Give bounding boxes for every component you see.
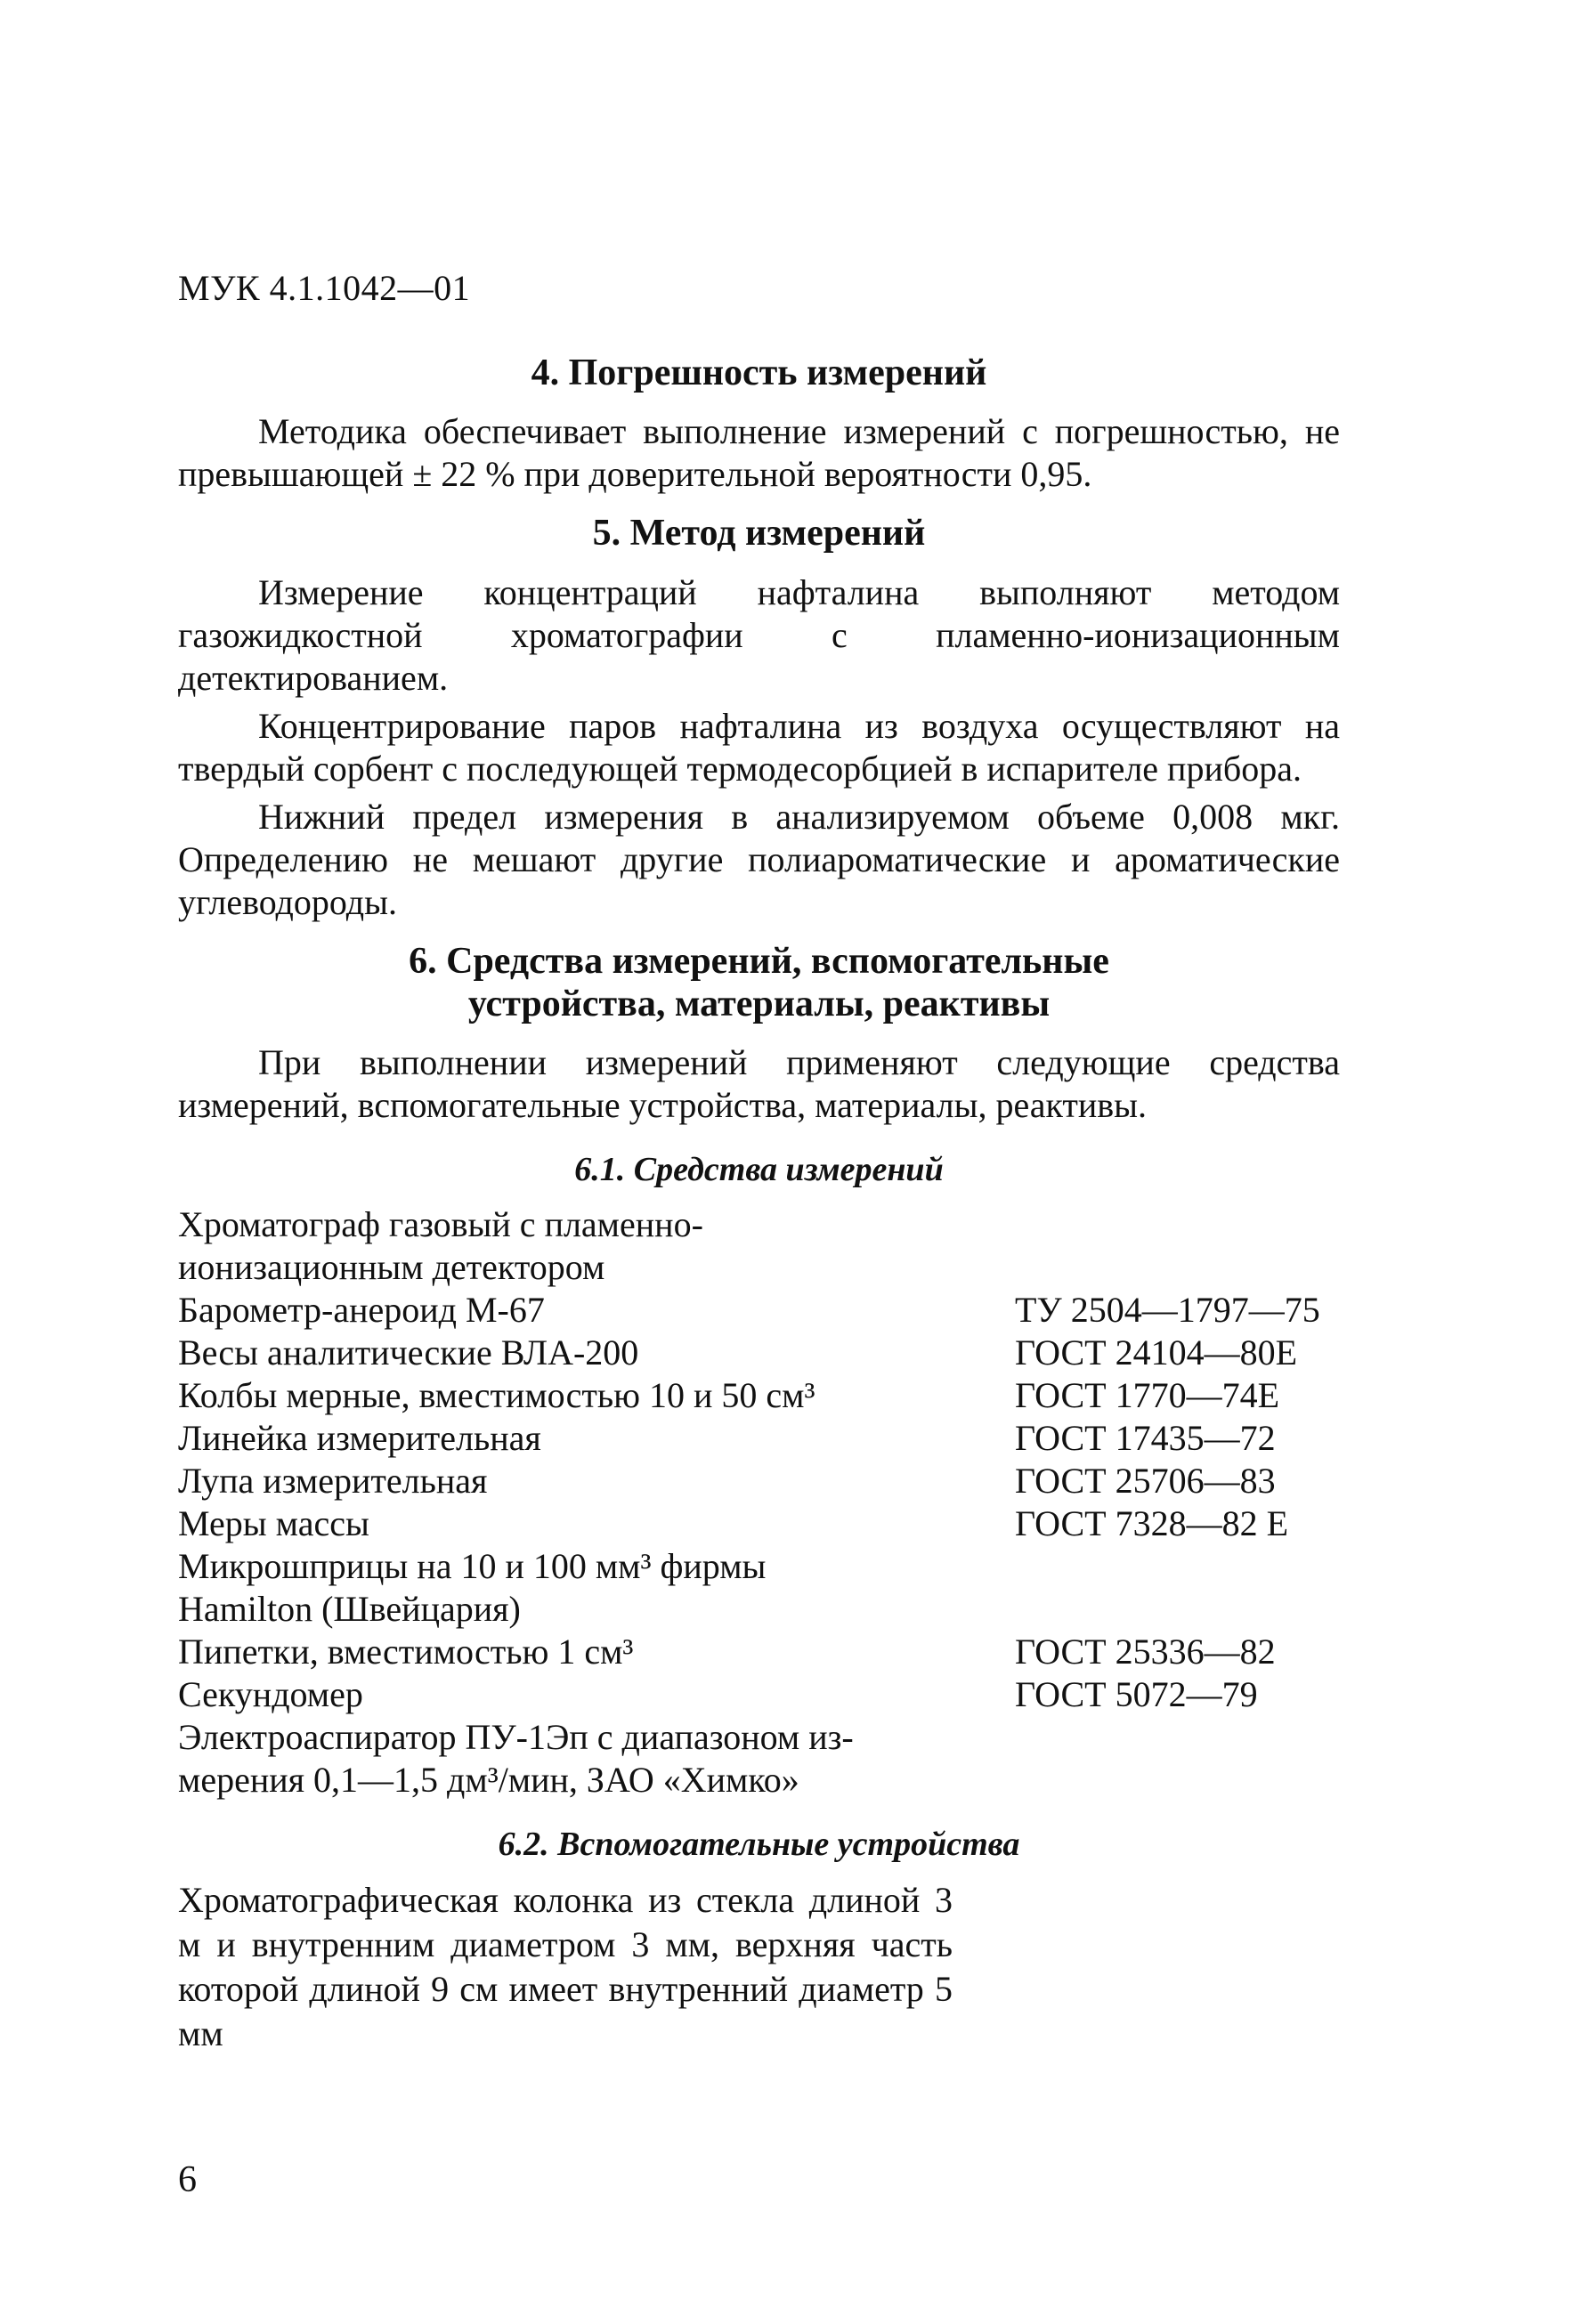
instrument-standard xyxy=(1015,1246,1340,1289)
instrument-standard xyxy=(1015,1203,1340,1246)
instrument-row xyxy=(178,1289,1340,1332)
instrument-standard: ГОСТ 7328—82 Е xyxy=(1015,1503,1289,1544)
instrument-standard: ТУ 2504—1797—75 xyxy=(1015,1290,1320,1331)
instrument-name: ионизационным детектором xyxy=(178,1247,605,1288)
instrument-standard: ГОСТ 25706—83 xyxy=(1015,1461,1276,1502)
instrument-row xyxy=(178,1417,1340,1460)
instrument-name: Лупа измерительная xyxy=(178,1461,488,1502)
instrument-name: Пипетки, вместимостью 1 см³ xyxy=(178,1632,634,1672)
instrument-row xyxy=(178,1588,1340,1631)
instrument-standard xyxy=(1015,1545,1340,1588)
instrument-row xyxy=(178,1374,1340,1417)
instrument-name: Меры массы xyxy=(178,1503,369,1544)
instrument-row xyxy=(178,1673,1340,1716)
document-page xyxy=(178,267,1340,2056)
instrument-name: Секундомер xyxy=(178,1674,363,1715)
section-title: 5. Метод измерений xyxy=(592,513,926,555)
subsection-title: 6.2. Вспомогательные устройства xyxy=(498,1826,1020,1864)
instrument-row xyxy=(178,1460,1340,1502)
instrument-name: Линейка измерительная xyxy=(178,1418,541,1459)
instrument-name: Hamilton (Швейцария) xyxy=(178,1589,521,1630)
instrument-row xyxy=(178,1502,1340,1545)
section-title: 6. Средства измерений, вспомогательные устройства, материалы, реактивы xyxy=(409,940,1109,1024)
instrument-standard xyxy=(1015,1716,1340,1759)
section-title: 4. Погрешность измерений xyxy=(531,352,987,393)
instrument-row xyxy=(178,1203,1340,1246)
paragraph: Нижний предел измерения в анализируемом объеме 0,008 мкг. Определению не мешают другие полиароматические и ароматические углеводороды. xyxy=(178,796,1340,922)
instrument-row xyxy=(178,1246,1340,1289)
instrument-standard: ГОСТ 17435—72 xyxy=(1015,1418,1276,1459)
instrument-row xyxy=(178,1332,1340,1374)
instrument-standard xyxy=(1015,1759,1340,1802)
instrument-standard: ГОСТ 1770—74Е xyxy=(1015,1375,1280,1416)
instrument-name: Микрошприцы на 10 и 100 мм³ фирмы xyxy=(178,1546,767,1587)
paragraph: Концентрирование паров нафталина из воздуха осуществляют на твердый сорбент с последующей термодесорбцией в испарителе прибора. xyxy=(178,705,1340,789)
page-number: 6 xyxy=(178,2159,197,2200)
instrument-row xyxy=(178,1759,1340,1802)
instrument-name: Хроматограф газовый с пламенно- xyxy=(178,1204,703,1245)
instrument-standard: ГОСТ 25336—82 xyxy=(1015,1632,1276,1672)
subsection-title: 6.1. Средства измерений xyxy=(574,1151,944,1189)
instrument-row xyxy=(178,1545,1340,1588)
paragraph: Методика обеспечивает выполнение измерений с погрешностью, не превышающей ± 22 % при доверительной вероятности 0,95. xyxy=(178,411,1340,495)
instrument-row xyxy=(178,1631,1340,1673)
document-code: МУК 4.1.1042—01 xyxy=(178,268,471,308)
paragraph: При выполнении измерений применяют следующие средства измерений, вспомогательные устройства, материалы, реактивы. xyxy=(178,1042,1340,1126)
instrument-name: Электроаспиратор ПУ-1Эп с диапазоном из- xyxy=(178,1717,854,1758)
section-6 xyxy=(178,940,1340,1128)
instruments-list xyxy=(178,1203,1340,1802)
section-5 xyxy=(178,512,1340,923)
instrument-standard xyxy=(1015,1588,1340,1631)
instrument-name: Весы аналитические ВЛА-200 xyxy=(178,1332,639,1373)
section-4 xyxy=(178,352,1340,496)
instrument-name: Колбы мерные, вместимостью 10 и 50 см³ xyxy=(178,1375,815,1416)
instrument-standard: ГОСТ 24104—80Е xyxy=(1015,1332,1298,1373)
instrument-name: мерения 0,1—1,5 дм³/мин, ЗАО «Химко» xyxy=(178,1760,799,1801)
paragraph: Измерение концентраций нафталина выполняют методом газожидкостной хроматографии с пламенно-ионизационным детектированием. xyxy=(178,571,1340,698)
instrument-standard: ГОСТ 5072—79 xyxy=(1015,1674,1258,1715)
instrument-row xyxy=(178,1716,1340,1759)
auxiliary-device-text: Хроматографическая колонка из стекла длиной 3 м и внутренним диаметром 3 мм, верхняя часть которой длиной 9 см имеет внутренний диаметр 5 мм xyxy=(178,1880,953,2054)
instrument-name: Барометр-анероид М-67 xyxy=(178,1290,545,1331)
